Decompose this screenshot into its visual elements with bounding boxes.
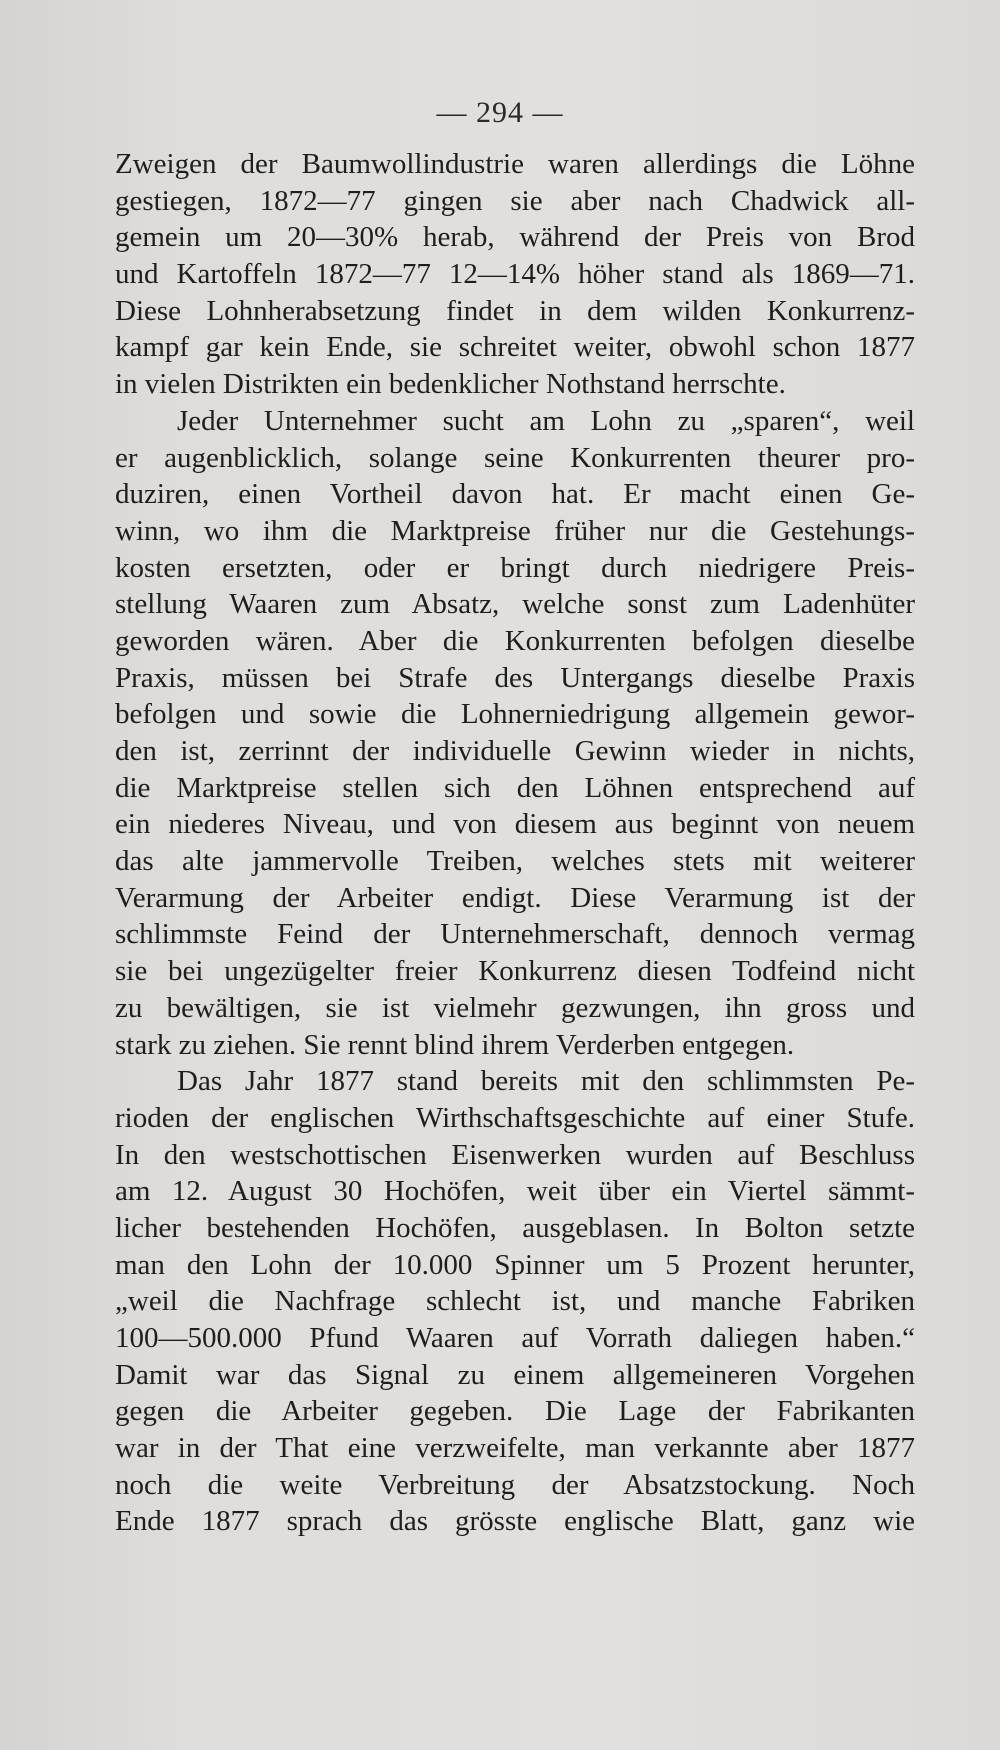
body-text — [115, 146, 915, 1540]
text-line: sie bei ungezügelter freier Konkurrenz diesen Todfeind nicht — [115, 955, 915, 988]
text-line: Verarmung der Arbeiter endigt. Diese Verarmung ist der — [115, 881, 915, 914]
text-line: stark zu ziehen. Sie rennt blind ihrem Verderben entgegen. — [115, 1028, 795, 1061]
text-line: er augenblicklich, solange seine Konkurrenten theurer pro- — [115, 441, 915, 474]
text-line: In den westschottischen Eisenwerken wurden auf Beschluss — [115, 1138, 915, 1171]
text-line: gegen die Arbeiter gegeben. Die Lage der Fabrikanten — [115, 1395, 915, 1428]
text-line: winn, wo ihm die Marktpreise früher nur die Gestehungs- — [115, 514, 915, 547]
text-line: Jeder Unternehmer sucht am Lohn zu „sparen“, weil — [177, 404, 915, 437]
text-line: „weil die Nachfrage schlecht ist, und manche Fabriken — [115, 1285, 915, 1318]
text-line: am 12. August 30 Hochöfen, weit über ein Viertel sämmt- — [115, 1175, 915, 1208]
text-line: 100—500.000 Pfund Waaren auf Vorrath daliegen haben.“ — [115, 1322, 915, 1354]
text-line: duziren, einen Vortheil davon hat. Er macht einen Ge- — [115, 478, 915, 511]
text-line: kosten ersetzten, oder er bringt durch niedrigere Preis- — [115, 551, 915, 584]
text-line: stellung Waaren zum Absatz, welche sonst zum Ladenhüter — [115, 588, 915, 621]
text-line: war in der That eine verzweifelte, man verkannte aber 1877 — [115, 1432, 915, 1465]
text-line: geworden wären. Aber die Konkurrenten befolgen dieselbe — [115, 624, 915, 657]
text-line: die Marktpreise stellen sich den Löhnen entsprechend auf — [115, 771, 915, 804]
text-line: befolgen und sowie die Lohnerniedrigung allgemein gewor- — [115, 698, 915, 731]
page-number: — 294 — — [436, 96, 564, 129]
text-line: schlimmste Feind der Unternehmerschaft, dennoch vermag — [115, 918, 915, 951]
text-line: Praxis, müssen bei Strafe des Untergangs dieselbe Praxis — [115, 661, 915, 694]
text-line: noch die weite Verbreitung der Absatzstockung. Noch — [115, 1468, 915, 1501]
text-line: rioden der englischen Wirthschaftsgeschichte auf einer Stufe. — [115, 1101, 915, 1134]
text-line: kampf gar kein Ende, sie schreitet weiter, obwohl schon 1877 — [115, 331, 915, 364]
text-line: ein niederes Niveau, und von diesem aus beginnt von neuem — [115, 808, 915, 841]
text-line: Das Jahr 1877 stand bereits mit den schlimmsten Pe- — [177, 1065, 915, 1098]
text-line: man den Lohn der 10.000 Spinner um 5 Prozent herunter, — [115, 1248, 915, 1281]
text-line: gemein um 20—30% herab, während der Preis von Brod — [115, 221, 915, 254]
text-line: Zweigen der Baumwollindustrie waren allerdings die Löhne — [115, 148, 915, 180]
text-line: licher bestehenden Hochöfen, ausgeblasen. In Bolton setzte — [115, 1211, 915, 1244]
text-line: das alte jammervolle Treiben, welches stets mit weiterer — [115, 845, 915, 878]
text-line: gestiegen, 1872—77 gingen sie aber nach Chadwick all- — [115, 184, 915, 217]
text-line: in vielen Distrikten ein bedenklicher Nothstand herrschte. — [115, 368, 786, 401]
text-line: und Kartoffeln 1872—77 12—14% höher stand als 1869—71. — [115, 258, 915, 291]
text-line: zu bewältigen, sie ist vielmehr gezwungen, ihn gross und — [115, 991, 915, 1024]
text-line: Ende 1877 sprach das grösste englische Blatt, ganz wie — [115, 1505, 915, 1538]
text-line: Diese Lohnherabsetzung findet in dem wilden Konkurrenz- — [115, 294, 915, 327]
text-line: den ist, zerrinnt der individuelle Gewinn wieder in nichts, — [115, 735, 915, 767]
text-line: Damit war das Signal zu einem allgemeineren Vorgehen — [115, 1358, 915, 1391]
